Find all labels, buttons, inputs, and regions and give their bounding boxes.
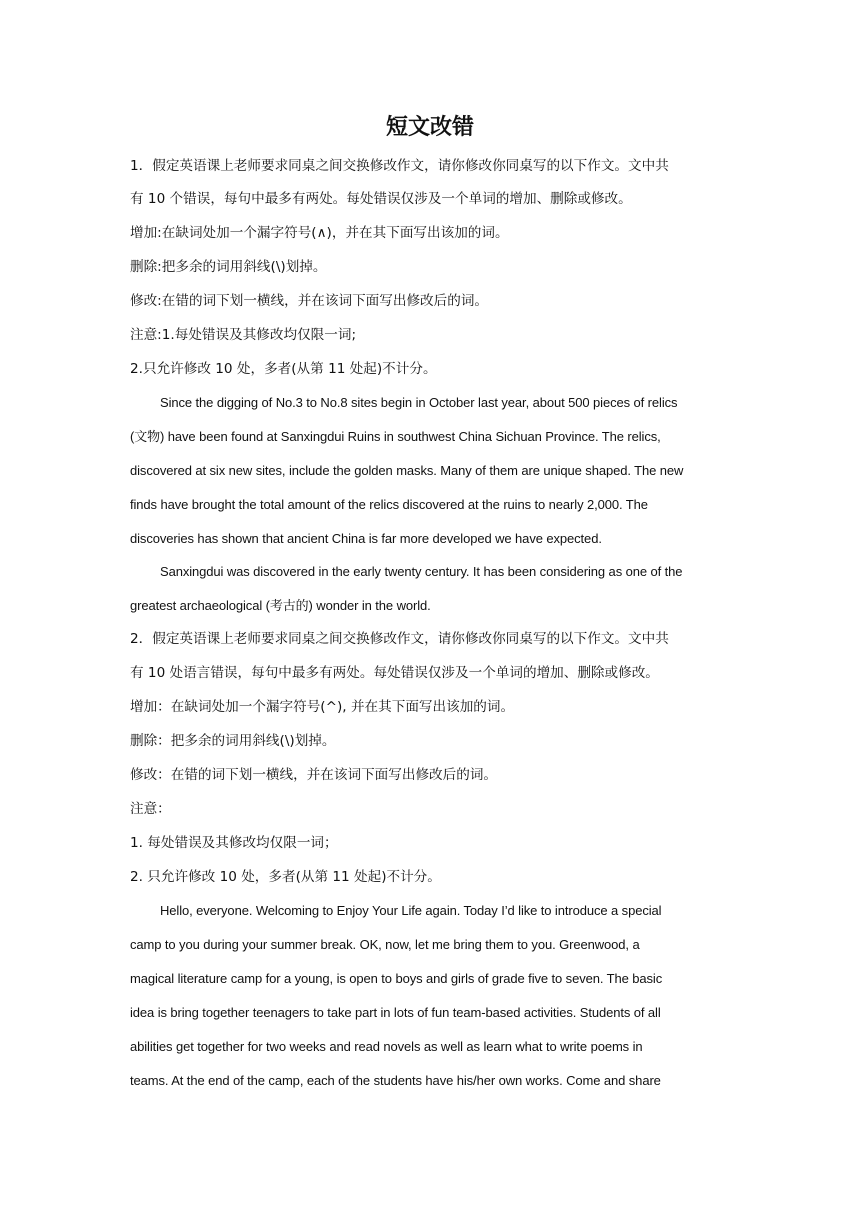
instruction-line: 删除:把多余的词用斜线(\)划掉。 xyxy=(130,259,327,275)
instruction-line: 修改:在错的词下划一横线，并在该词下面写出修改后的词。 xyxy=(130,293,489,309)
passage-line: idea is bring together teenagers to take part in lots of fun team-based activities. Students of all xyxy=(130,1005,661,1020)
instruction-line: 2. 只允许修改 10 处，多者(从第 11 处起)不计分。 xyxy=(130,869,441,885)
instruction-line: 2.只允许修改 10 处，多者(从第 11 处起)不计分。 xyxy=(130,361,437,377)
passage-line: (文物) have been found at Sanxingdui Ruins in southwest China Sichuan Province. The relics, xyxy=(130,429,661,444)
passage-line: greatest archaeological (考古的) wonder in the world. xyxy=(130,598,431,613)
instruction-line: 1. 每处错误及其修改均仅限一词； xyxy=(130,835,338,851)
instruction-line: 增加：在缺词处加一个漏字符号(^), 并在其下面写出该加的词。 xyxy=(130,699,515,715)
page-title: 短文改错 xyxy=(385,114,474,140)
instruction-line: 有 10 处语言错误，每句中最多有两处。每处错误仅涉及一个单词的增加、删除或修改。 xyxy=(130,665,659,681)
passage-line: Sanxingdui was discovered in the early twenty century. It has been considering as one of the xyxy=(160,564,683,579)
passage-line: finds have brought the total amount of the relics discovered at the ruins to nearly 2,000. The xyxy=(130,497,648,512)
passage-line: Since the digging of No.3 to No.8 sites begin in October last year, about 500 pieces of relics xyxy=(160,395,678,410)
instruction-line: 注意:1.每处错误及其修改均仅限一词; xyxy=(130,327,357,343)
instruction-line: 删除：把多余的词用斜线(\)划掉。 xyxy=(130,733,336,749)
instruction-line: 2．假定英语课上老师要求同桌之间交换修改作文，请你修改你同桌写的以下作文。文中共 xyxy=(130,631,669,647)
instruction-line: 1．假定英语课上老师要求同桌之间交换修改作文，请你修改你同桌写的以下作文。文中共 xyxy=(130,158,669,174)
instruction-line: 有 10 个错误，每句中最多有两处。每处错误仅涉及一个单词的增加、删除或修改。 xyxy=(130,191,632,207)
passage-line: Hello, everyone. Welcoming to Enjoy Your Life again. Today I’d like to introduce a special xyxy=(160,903,662,918)
instruction-line: 注意： xyxy=(130,801,171,817)
passage-line: magical literature camp for a young, is open to boys and girls of grade five to seven. The basic xyxy=(130,971,663,986)
instruction-line: 增加:在缺词处加一个漏字符号(∧)，并在其下面写出该加的词。 xyxy=(130,225,509,241)
passage-line: discoveries has shown that ancient China is far more developed we have expected. xyxy=(130,531,602,546)
passage-line: teams. At the end of the camp, each of the students have his/her own works. Come and share xyxy=(130,1073,661,1088)
passage-line: abilities get together for two weeks and read novels as well as learn what to write poems in xyxy=(130,1039,643,1054)
instruction-line: 修改：在错的词下划一横线，并在该词下面写出修改后的词。 xyxy=(130,767,498,783)
passage-line: camp to you during your summer break. OK, now, let me bring them to you. Greenwood, a xyxy=(130,937,640,952)
passage-line: discovered at six new sites, include the golden masks. Many of them are unique shaped. The new xyxy=(130,463,684,478)
